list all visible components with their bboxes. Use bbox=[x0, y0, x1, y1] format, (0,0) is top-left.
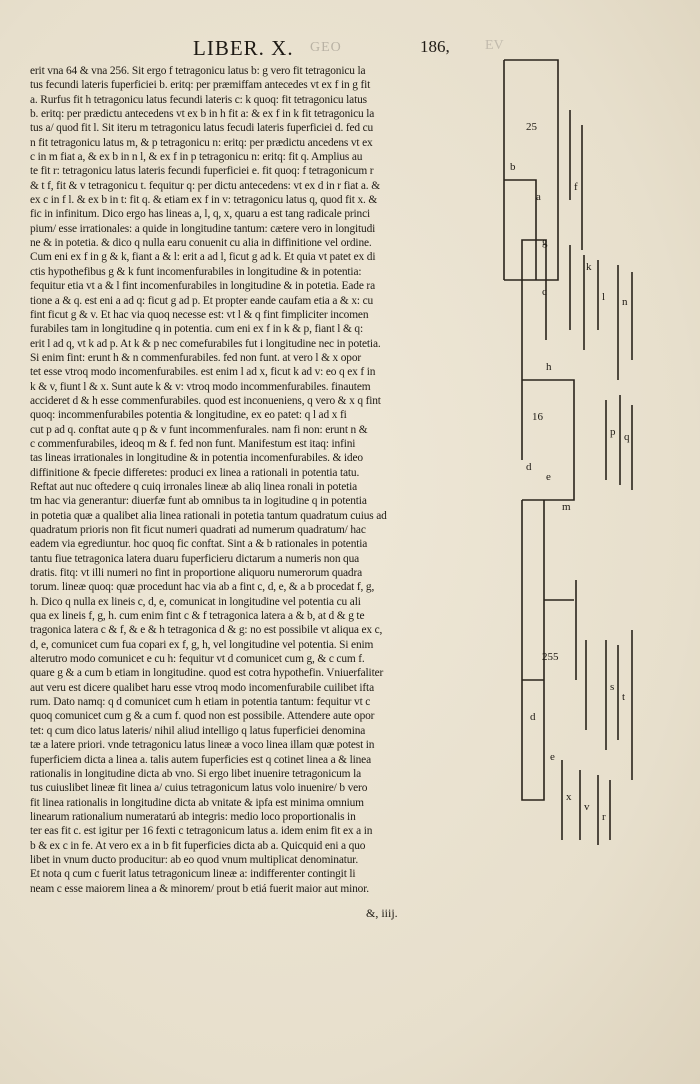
label-16: 16 bbox=[532, 411, 543, 423]
text-line: aut veru est dicere qualibet haru esse vtroq modo incomenfurabile cuilibet ifta bbox=[30, 681, 374, 694]
text-line: fic in infinitum. Dico ergo has lineas a, l, q, x, quaru a est tang radicale princi bbox=[30, 208, 371, 221]
running-header bbox=[30, 36, 504, 62]
text-line: pium/ esse irrationales: a quide in longitudine tantum: cætere vero in longitudi bbox=[30, 222, 376, 235]
text-line: c commenfurabiles, ideoq m & f. fed non funt. Manifestum est itaq: infini bbox=[30, 437, 356, 450]
text-line: in potetia quæ a qualibet alia linea rationali in potetia tantum quadratum cuius ad bbox=[30, 509, 387, 522]
label-a: a bbox=[536, 191, 541, 203]
bleed-through-text-right: EV bbox=[485, 38, 504, 53]
text-line: erit l ad q, vt k ad p. At k & p nec comefurabiles fut i longitudine nec in potetia. bbox=[30, 337, 381, 350]
label-k: k bbox=[586, 261, 592, 273]
text-line: tus a/ quod fit l. Sit iteru m tetragonicu latus fecudi lateris fuperficiei d. fed cu bbox=[30, 122, 374, 135]
text-line: & t f, fit & v tetragonicu t. fequitur q: per dictu antecedens: vt ex d in r fiat a. & bbox=[30, 179, 380, 192]
text-line: tione a & q. est eni a ad q: ficut g ad p. Et propter eande caufam etia a & x: cu bbox=[30, 294, 374, 307]
label-x: x bbox=[566, 791, 572, 803]
text-line: diffinitione & fpecie differetes: produci ex linea a rationali in potentia tatu. bbox=[30, 466, 360, 479]
text-line: tet esse vtroq modo incomenfurabiles. est enim l ad x, ficut k ad v: eo q ex f in bbox=[30, 366, 376, 379]
box-e-outline bbox=[522, 500, 544, 800]
text-line: cut p ad q. conftat aute q p & v funt incommenfurales. nam fi non: erunt n & bbox=[30, 423, 368, 436]
text-line: c in m fiat a, & ex b in n l, & ex f in p tetragonicu n: eritq: fit q. Amplius au bbox=[30, 151, 363, 164]
label-q: q bbox=[624, 431, 630, 443]
label-d2: d bbox=[530, 711, 536, 723]
body-text bbox=[30, 64, 486, 896]
text-line: tæ a latere priori. vnde tetragonicu latus lineæ a voco linea illam quæ potest in bbox=[30, 739, 375, 752]
text-line: libet in vnum ducto producitur: ab eo quod vnum multiplicat denominatur. bbox=[30, 853, 359, 866]
text-line: tet: q cum dico latus lateris/ nihil aliud intelligo q latus fuperficiei denomina bbox=[30, 724, 366, 737]
text-line: quoq comunicet cum g & a cum f. quod non est possibile. Attendere aute opor bbox=[30, 710, 375, 723]
label-f: f bbox=[574, 181, 578, 193]
text-line: te fit r: tetragonicu latus lateris fecundi fuperficiei e. fit quoq: f tetragonicum r bbox=[30, 165, 374, 178]
label-h: h bbox=[546, 361, 552, 373]
text-line: torum. lineæ quoq: quæ procedunt hac via ab a fint c, d, e, & a b procedat f, g, bbox=[30, 581, 375, 594]
text-line: accideret d & h esse commenfurabiles. quod est inconueniens, q vero & x q fint bbox=[30, 394, 381, 407]
text-line: b. eritq: per prædictu antecedens vt ex b in h fit a: & ex f in k fit tetragonicu la bbox=[30, 108, 375, 121]
label-e2: e bbox=[550, 751, 555, 763]
text-line: n fit tetragonicu latus m, & p tetragonicu n: eritq: per prædictu ancedens vt ex bbox=[30, 136, 373, 149]
text-line: fuperficiem dicta a linea a. talis autem fuperficies est q cotinet linea a & linea bbox=[30, 753, 371, 766]
box-b-step bbox=[504, 180, 536, 280]
text-line: neam c esse maiorem linea a & minorem/ prout b etiá fuerit maior aut minor. bbox=[30, 882, 369, 895]
label-s: s bbox=[610, 681, 615, 693]
label-d: d bbox=[526, 461, 532, 473]
text-line: dratis. fitq: vt illi numeri no fint in proportione aliquoru numerorum quadra bbox=[30, 567, 362, 580]
bleed-through-text: GEO bbox=[310, 40, 342, 55]
box-c-outline bbox=[522, 240, 546, 460]
text-line: Cum eni ex f in g & k, fiant a & l: erit a ad l, ficut g ad k. Et quia vt patet ex di bbox=[30, 251, 376, 264]
text-line: fit linea rationalis in longitudine dicta ab vnitate & ipfa est minima omnium bbox=[30, 796, 364, 809]
text-line: furabiles tam in longitudine q in potentia. cum eni ex f in k & p, fiant l & q: bbox=[30, 323, 363, 336]
text-line: alterutro modo comunicet e cu h: fequitur vt d comunicet cum g, & c cum f. bbox=[30, 653, 365, 666]
text-line: eadem via egrediuntur. hoc quoq fic conftat. Sint a & b rationales in potentia bbox=[30, 538, 368, 551]
text-line: tm hac via generantur: diuerfæ funt ab omnibus ta in logitudine q in potentia bbox=[30, 495, 367, 508]
label-r: r bbox=[602, 811, 606, 823]
text-line: fint ficut g & v. Et hac via quoq necesse est: vt l & q fint fimpliciter incomen bbox=[30, 308, 369, 321]
text-line: tragonica latera c & f, & e & h tetragonica d & g: no est possibile vt aliqua ex c, bbox=[30, 624, 383, 637]
label-c: c bbox=[542, 286, 547, 298]
text-line: tas lineas irrationales in longitudine & in potentia incomenfurabiles. & ideo bbox=[30, 452, 363, 465]
text-line: k & v, fiunt l & x. Sunt aute k & v: vtroq modo incommenfurabiles. finautem bbox=[30, 380, 371, 393]
label-e: e bbox=[546, 471, 551, 483]
label-g: g bbox=[542, 236, 548, 248]
label-m: m bbox=[562, 501, 571, 513]
text-line: Reftat aut nuc oftedere q cuiq irronales lineæ ab aliq linea ronali in potetia bbox=[30, 480, 358, 493]
diagram-labels bbox=[510, 121, 630, 823]
text-line: ex c in f l. & ex b in t: fit q. & etiam ex f in v: tetragonicu latus q, quod fit x. & bbox=[30, 194, 378, 207]
text-line: d, e, comunicet cum fua copari ex f, g, h, vel longitudine vel potentia. Si enim bbox=[30, 638, 374, 651]
text-line: erit vna 64 & vna 256. Sit ergo f tetragonicu latus b: g vero fit tetragonicu la bbox=[30, 65, 366, 77]
text-line: linearum rationalium numeratarú ab integris: medio loco proportionalis in bbox=[30, 810, 356, 823]
label-p: p bbox=[610, 426, 616, 438]
text-line: tus fecundi lateris fuperficiei b. eritq: per præmiffam antecedes vt ex f in g fit bbox=[30, 79, 371, 92]
text-line: fequitur etia vt a & l fint incomenfurabiles in longitudine & in potetia. Eade ra bbox=[30, 280, 375, 293]
text-line: qua ex lineis f, g, h. cum enim fint c & f tetragonica latera a & b, at d & g te bbox=[30, 610, 365, 623]
label-n: n bbox=[622, 296, 628, 308]
text-line: h. Dico q nulla ex lineis c, d, e, comunicat in longitudine vel potentia cu ali bbox=[30, 595, 361, 608]
text-line: quare g & a cum b etiam in longitudine. quod est cotra hypothefin. Vniuerfaliter bbox=[30, 667, 384, 680]
text-line: a. Rurfus fit h tetragonicu latus fecundi lateris c: k quoq: fit tetragonicu latus bbox=[30, 93, 367, 106]
text-line: tantu fiue tetragonica latera duaru fuperficieru dictarum a numeris non qua bbox=[30, 552, 360, 565]
label-255: 255 bbox=[542, 651, 559, 663]
label-v: v bbox=[584, 801, 590, 813]
text-line: Et nota q cum c fuerit latus tetragonicum lineæ a: indifferenter contingit li bbox=[30, 868, 356, 881]
text-line: ctis hypothefibus g & k funt incomenfurabiles in longitudine & in potentia: bbox=[30, 265, 362, 278]
folio-number: 186, bbox=[420, 37, 450, 56]
label-b: b bbox=[510, 161, 516, 173]
label-l: l bbox=[602, 291, 606, 303]
text-line: ter eas fit c. est igitur per 16 fexti c tetragonicum latus a. idem enim fit ex a in bbox=[30, 825, 373, 838]
text-line: b & ex c in fe. At vero ex a in b fit fuperficies dicta ab a. Quicquid eni a quo bbox=[30, 839, 366, 852]
text-line: ne & in potetia. & dico q nulla earu conuenit cu alia in diffinitione vel ordine. bbox=[30, 237, 372, 250]
text-line: quoq: incommenfurabiles potentia & longitudine, ex eo patet: q l ad x fi bbox=[30, 409, 347, 422]
book-title: LIBER. X. bbox=[193, 36, 294, 60]
text-line: quadratum prioris non fit ficut numeri quadrati ad numerum quadratum/ hac bbox=[30, 524, 366, 536]
text-line: tus cuiuslibet lineæ fit linea a/ cuius tetragonicum latus volo inuenire/ b vero bbox=[30, 782, 368, 795]
text-line: Si enim fint: erunt h & n commenfurabiles. fed non funt. at vero l & x opor bbox=[30, 351, 362, 364]
geometric-diagram bbox=[486, 40, 686, 920]
text-line: rum. Dato namq: q d comunicet cum h etiam in potentia tantum: fequitur vt c bbox=[30, 696, 371, 709]
label-25: 25 bbox=[526, 121, 537, 133]
signature-mark: &, iiij. bbox=[366, 906, 398, 920]
label-t: t bbox=[622, 691, 626, 703]
text-line: rationalis in longitudine dicta ab vno. Si ergo libet inuenire tetragonicum la bbox=[30, 767, 361, 780]
